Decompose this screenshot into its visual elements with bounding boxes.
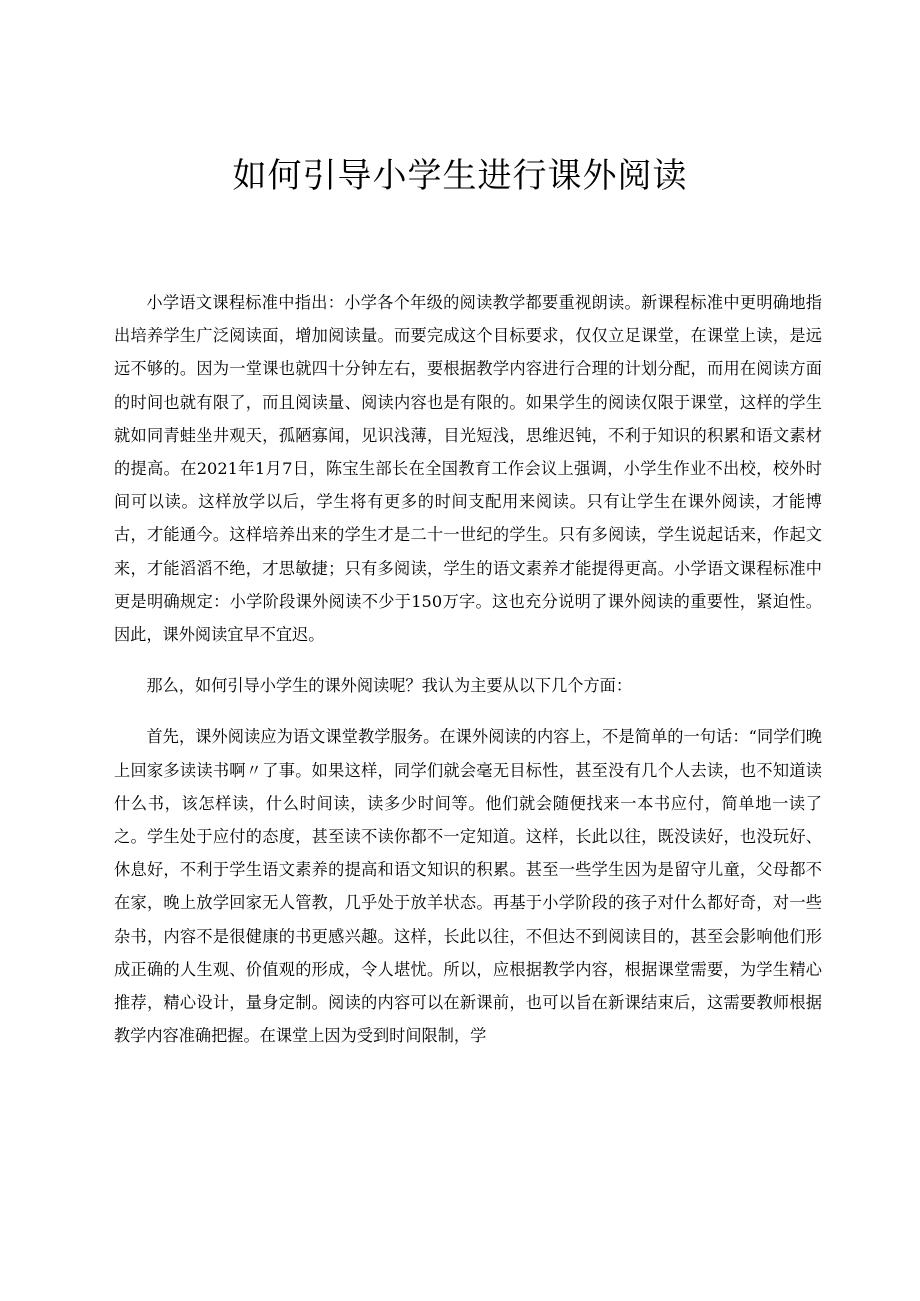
document-title: 如何引导小学生进行课外阅读 xyxy=(232,156,688,196)
paragraph-3: 首先，课外阅读应为语文课堂教学服务。在课外阅读的内容上，不是简单的一句话：“同学们晚上回家多读读书啊〃了事。如果这样，同学们就会毫无目标性，甚至没有几个人去读，也不知道读什么书，该怎样读，什么时间读，读多少时间等。他们就会随便找来一本书应付，简单地一读了之。学生处于应付的态度，甚至读不读你都不一定知道。这样，长此以往，既没读好，也没玩好、休息好，不利于学生语文素养的提高和语文知识的积累。甚至一些学生因为是留守儿童，父母都不在家，晚上放学回家无人管教，几乎处于放羊状态。再基于小学阶段的孩子对什么都好奇，对一些杂书，内容不是很健康的书更感兴趣。这样，长此以往，不但达不到阅读目的，甚至会影响他们形成正确的人生观、价值观的形成，令人堪忧。所以，应根据教学内容，根据课堂需要，为学生精心推荐，精心设计，量身定制。阅读的内容可以在新课前，也可以旨在新课结束后，这需要教师根据教学内容准确把握。在课堂上因为受到时间限制，学 xyxy=(114,727,822,1046)
document-body xyxy=(114,286,822,1052)
paragraph-1: 小学语文课程标准中指出：小学各个年级的阅读教学都要重视朗读。新课程标准中更明确地指出培养学生广泛阅读面，增加阅读量。而要完成这个目标要求，仅仅立足课堂，在课堂上读，是远远不够的。因为一堂课也就四十分钟左右，要根据教学内容进行合理的计划分配，而用在阅读方面的时间也就有限了，而且阅读量、阅读内容也是有限的。如果学生的阅读仅限于课堂，这样的学生就如同青蛙坐井观天，孤陋寡闻，见识浅薄，目光短浅，思维迟钝，不利于知识的积累和语文素材的提高。在2021年1月7日，陈宝生部长在全国教育工作会议上强调，小学生作业不出校，校外时间可以读。这样放学以后，学生将有更多的时间支配用来阅读。只有让学生在课外阅读，才能博古，才能通今。这样培养出来的学生才是二十一世纪的学生。只有多阅读，学生说起话来，作起文来，才能滔滔不绝，才思敏捷；只有多阅读，学生的语文素养才能提得更高。小学语文课程标准中更是明确规定：小学阶段课外阅读不少于150万字。这也充分说明了课外阅读的重要性，紧迫性。因此，课外阅读宜早不宜迟。 xyxy=(114,293,822,645)
paragraph-2: 那么，如何引导小学生的课外阅读呢？我认为主要从以下几个方面： xyxy=(146,676,633,696)
